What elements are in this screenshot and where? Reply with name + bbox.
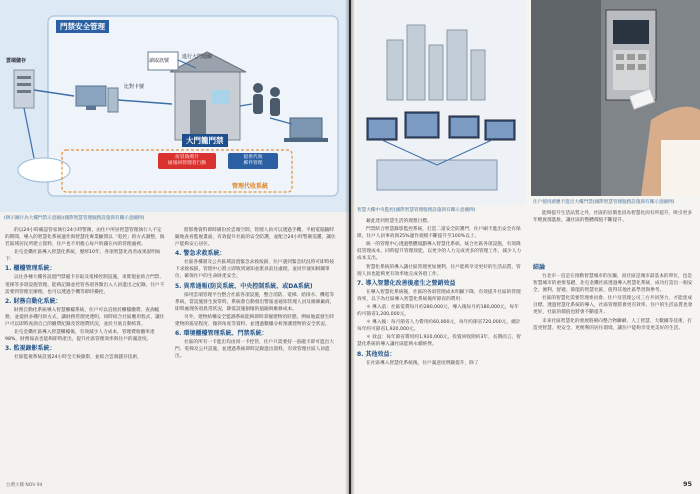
left-image-caption: (例示圖片為大樓門禁示意圖)(國際智慧管理服務設施與有關示意圖例) bbox=[4, 216, 145, 221]
body-paragraph: ＊ 導入前：社區電費每月約280,000元，導入後每月約180,000元，每年約可節省1,200,000元。 bbox=[357, 304, 519, 318]
left-column-1 bbox=[5, 227, 165, 483]
body-paragraph: 另外，建物結構安全監測系統能夠即時掌握建物的狀態，例如地震發生時建物的搖晃程度、傾斜角度等資料，並透過數據分析預測建物的安全狀況。 bbox=[175, 314, 335, 327]
card-reader-photo bbox=[531, 0, 700, 196]
right-page bbox=[351, 0, 700, 494]
body-paragraph: 藉此達到智慧生活的理想目標。 bbox=[366, 219, 432, 224]
laptop-icon bbox=[284, 118, 328, 142]
body-paragraph: 台北市一直是在推動智慧城市的先驅，而社區是城市最基本的單位，也是智慧城市的重要基礎，北屯金鑽社區透過導入智慧化系統，成功打造出一個安全、便利、舒適、節能的智慧社區，值得其他社區學習與參考。 bbox=[533, 274, 693, 294]
body-paragraph: 以往各棟大樓各設置門禁磁卡存取及電梯控制設施，來實現並結合門禁、電梯等多項設施管理，能夠記錄並控管各項各類出入人員進出之紀錄，住戶不需要到管理室辦理，也可以透過手機等即時操控。 bbox=[5, 275, 165, 295]
diagram-card-reader-label: 讀取訊號 bbox=[149, 58, 170, 64]
body-paragraph: 將影像資料即時備份於雲端空間，管理人員可以透過手機、平板電腦隨時隨地查看監視畫面，有效提升社區的安全防護，並配合24小時警衛巡邏，讓住戶能夠安心居住。 bbox=[175, 228, 336, 248]
section-heading: 1. 櫃檯管理系統： bbox=[5, 265, 56, 273]
body-paragraph: 社區的智慧化需要管理委員會、住戶及管理公司三方共同努力，才能達成目標，透過智慧化系統的導入，社區管理將會更有效率，住戶的生活品質也會更好，社區的價值也將會不斷提升。 bbox=[533, 296, 693, 316]
section-heading: 5. 異常通報(防災系統、中央控制系統、或DA系統) bbox=[175, 282, 313, 290]
section-heading: 3. 監視錄影系統： bbox=[5, 345, 56, 353]
body-paragraph: 社區各樓層及公共區域設置緊急求救按鈕，住戶遇到緊急狀況時可即時按下求救按鈕，管理中心將立即收到通知並派員前往處理，並同步通知相關單位，確保住戶的生命財產安全。 bbox=[175, 260, 335, 280]
section-heading: 2. 財務自動化系統： bbox=[5, 297, 62, 305]
body-paragraph: 社區監視系統設置24小時全天候錄影，並結合雲端儲存技術， bbox=[14, 355, 142, 361]
diagram-gate-title: 大門籠門禁 bbox=[182, 134, 228, 147]
body-paragraph: 門禁結合智慧錄影監控系統，打造二道安全防護門，住戶刷卡進出安全有保障，住戶人員事故與25%運作規模不斷提升至100%以上。 bbox=[357, 227, 521, 240]
body-paragraph: 的以24小時確認管家執行24小時警衛，由住戶所居智慧管理執行人不定的期間，導入的智慧化系統運作與智慧化專業顧問以「電控」的方式調整，倘若區域居民所建立資料，住戶也不用擔心每戶的錢在內的管理處裡。 bbox=[5, 228, 165, 248]
diagram-zone-top-label: 門禁安全管理 bbox=[56, 20, 109, 33]
section-heading: 4. 警急求救系統： bbox=[175, 250, 226, 258]
diagram-blue-box: 提供代收 郵件管理 bbox=[228, 153, 278, 169]
right-folio bbox=[683, 480, 692, 488]
page-number: 95 bbox=[682, 480, 692, 488]
section-heading: 6. 環境櫃檯管理系統、門禁系統： bbox=[175, 330, 268, 338]
diagram-graphics bbox=[0, 0, 349, 212]
body-paragraph: 在社區導入智慧化系統後，住戶滿意度明顯提升，除了 bbox=[366, 360, 479, 366]
monitoring-graphics bbox=[357, 0, 525, 205]
right-image-caption-1: 智慧大樓中央監控(國際智慧管理服務設施與有關示意圖例) bbox=[357, 208, 476, 213]
server-icon bbox=[14, 70, 34, 108]
body-paragraph: 北屯金鑽社區導入智慧櫃檯後，有效減少人力成本，管理費收繳率達98%，財務報表也能夠即時產出，提升社區管理效率與住戶的滿意度。 bbox=[5, 330, 155, 343]
body-paragraph: ＊ 效益：每年節省費用約1,920,000元，投資回收期約3年，長期而言，智慧化系統的導入讓社區能夠永續經營。 bbox=[357, 335, 521, 348]
page-gutter bbox=[345, 0, 355, 494]
body-paragraph: 在導入智慧化系統後，社區的各項管理成本明顯下降，有效提升社區的管理效率，以下為社區導入智慧化系統後所節省的費用： bbox=[357, 289, 521, 302]
left-column-2 bbox=[175, 227, 337, 483]
left-page bbox=[0, 0, 349, 494]
section-heading: 7. 導入智慧化改善後產生之營銷效益 bbox=[357, 279, 456, 287]
body-paragraph: 智慧化系統的導入讓社區管理更加便利，住戶能夠享受更好的生活品質，管理人員也能夠更有效率地完成各項工作。 bbox=[357, 264, 521, 277]
diagram-cloud-label: 雲端儲存 bbox=[6, 58, 27, 64]
body-paragraph: 北屯金鑽社區導入智慧化系統，歷經10年，各項智慧化改善成果說明如下： bbox=[5, 250, 161, 263]
right-column-2 bbox=[533, 262, 693, 484]
body-paragraph: 採用雲端管理平台整合社區各項設施，整合消防、電梯、給排水、機電等系統，當設施發生異常時，系統會自動發出警報並通知管理人員及維修廠商，即時處理各項異常狀況，降低設施損壞的風險與維修成本。 bbox=[175, 292, 335, 312]
diagram-dash-label: 管理代收系統 bbox=[232, 183, 269, 190]
body-paragraph: 財務自動化系統導入智慧櫃檯系統，住戶可以直接於櫃檯繳費、查詢帳務，並提供多種付款方式，讓財務管理更透明，同時結合社區應用程式，讓住戶可以即時查詢自己的繳費紀錄及管理費狀況，並於月底自動結算。 bbox=[5, 307, 165, 327]
body-paragraph: 統一的管理中心透過整體規劃導入智慧化系統，統合社區各項設施，有效降低管理成本，同時提升管理效能，以更少的人力完成更多的管理工作，減少人力成本支出。 bbox=[357, 242, 522, 262]
diagram-red-box: 仿冒偽照片 通報回管理者行動 bbox=[158, 153, 216, 169]
system-diagram bbox=[0, 0, 349, 212]
body-paragraph: 能夠提升生活品質之外，社區的房價也因為智慧化而有所提升，吸引更多年輕族群進駐，讓社區的整體價值不斷提升。 bbox=[533, 211, 693, 224]
body-paragraph: 社區的所有一卡進出均由同一卡控管，住戶只需要持一張磁卡即可進出大門、電梯及公共設施，並透過系統即時記錄進出資料，有效管理社區人員進出。 bbox=[175, 340, 335, 360]
left-folio: 台灣大樓 NOV 94 bbox=[6, 483, 43, 488]
right-column-1 bbox=[357, 218, 523, 484]
right-image-caption-2: 住戶使用感應卡進出大樓門禁(國際智慧管理服務設施與有關示意圖例) bbox=[533, 200, 675, 205]
body-paragraph: 未來社區智慧化的發展將朝向整合物聯網、人工智慧、大數據等技術，打造更智慧、更安全、更便利的居住環境，讓住戶能夠享受更美好的生活。 bbox=[533, 318, 693, 331]
right-column-2-intro bbox=[533, 210, 693, 256]
card-reader-graphics bbox=[531, 0, 700, 196]
diagram-compare-label: 比對卡號 bbox=[124, 84, 145, 90]
diagram-access-label: 進行大門通關 bbox=[182, 54, 213, 60]
section-heading: 8. 其他效益： bbox=[357, 350, 396, 358]
monitoring-image bbox=[357, 0, 525, 205]
body-paragraph: ＊ 導入後：每月節省人力費用約60,000元，每年約節省720,000元，總計每年約可節省1,920,000元。 bbox=[357, 320, 521, 333]
section-heading: 結論 bbox=[533, 264, 546, 271]
